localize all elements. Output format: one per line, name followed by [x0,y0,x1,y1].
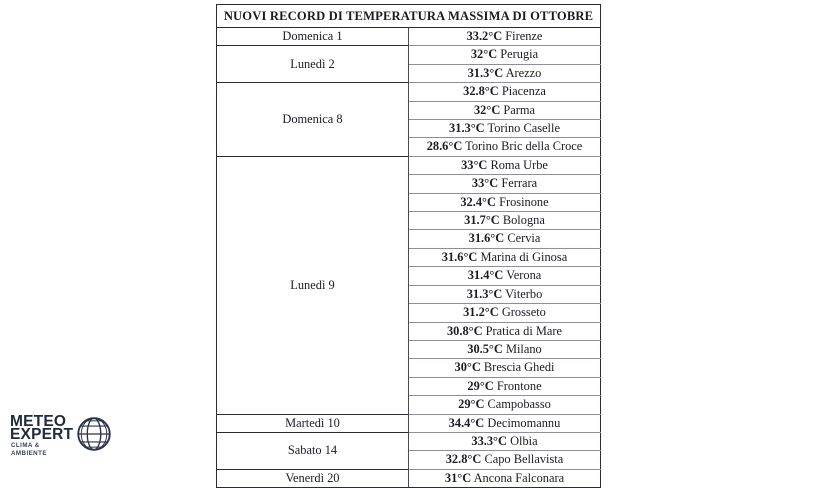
record-station: Arezzo [505,65,542,80]
day-cell [217,46,409,83]
day-label: Domenica 8 [282,112,343,127]
day-cell [217,83,409,157]
record-temperature: 29°C [467,378,494,393]
day-cell [217,414,409,432]
day-label: Sabato 14 [287,443,338,458]
record-station: Bologna [502,213,545,228]
logo-line-meteo: METEO [10,413,67,430]
record-temperature: 33.2°C [466,29,503,43]
record-temperature: 33°C [471,176,499,191]
record-station: Milano [505,341,542,356]
record-cell [409,64,601,82]
record-cell [409,101,601,119]
record-temperature: 32°C [473,102,501,117]
table-row [217,28,601,46]
brand-logo [10,412,122,456]
record-station: Piacenza [501,84,546,99]
record-temperature: 31°C [444,470,472,485]
record-temperature: 31.7°C [464,213,500,228]
table-row [217,469,601,487]
record-temperature: 33.3°C [471,433,507,448]
table-body [217,28,601,488]
record-station: Cervia [507,231,541,246]
table-row [217,46,601,64]
record-temperature: 33°C [461,157,488,172]
record-temperature: 32°C [470,47,498,62]
record-temperature: 29°C [458,397,485,412]
record-cell [409,28,601,46]
day-cell [217,28,409,46]
record-cell [409,46,601,64]
record-temperature: 32.8°C [463,84,499,99]
record-cell [409,322,601,340]
record-cell [409,414,601,432]
record-station: Frosinone [499,194,549,209]
record-station: Perugia [500,47,539,62]
record-cell [409,83,601,101]
record-station: Viterbo [505,286,543,301]
record-temperature: 30°C [454,360,481,375]
record-cell [409,248,601,266]
day-label: Martedì 10 [285,415,340,430]
record-station: Grosseto [501,305,546,320]
logo-tagline: CLIMA & AMBIENTE [11,442,47,457]
record-station: Verona [506,268,542,283]
record-cell [409,156,601,174]
record-cell [409,193,601,211]
record-cell [409,212,601,230]
record-temperature: 32.8°C [445,452,482,467]
record-temperature: 31.3°C [466,286,503,301]
record-cell [409,138,601,156]
record-temperature: 31.2°C [463,305,499,320]
record-cell [409,340,601,358]
record-cell [409,359,601,377]
record-station: Torino Bric della Croce [465,139,583,154]
record-cell [409,120,601,138]
table-row [217,156,601,174]
day-label: Domenica 1 [282,29,343,44]
table-row [217,432,601,450]
record-temperature: 30.5°C [467,341,503,356]
record-station: Campobasso [487,397,551,412]
record-cell [409,396,601,414]
record-station: Pratica di Mare [485,323,563,338]
table-row [217,83,601,101]
record-cell [409,175,601,193]
record-temperature: 30.8°C [446,323,483,338]
day-label: Lunedì 9 [290,277,335,292]
table-title: NUOVI RECORD DI TEMPERATURA MASSIMA DI OTTOBRE [217,5,601,28]
day-cell [217,469,409,487]
record-cell [409,432,601,450]
record-station: Capo Bellavista [484,452,564,467]
record-cell [409,451,601,469]
globe-icon [76,416,112,452]
record-cell [409,267,601,285]
record-temperature: 31.3°C [467,65,504,80]
record-cell [409,469,601,487]
record-station: Decimomannu [487,415,561,430]
day-label: Lunedì 2 [290,56,335,71]
record-temperature: 31.6°C [468,231,505,246]
day-cell [217,432,409,469]
temperature-records-table [216,4,601,488]
logo-line-expert: EXPERT [10,426,74,443]
record-temperature: 34.4°C [448,415,485,430]
record-cell [409,285,601,303]
record-station: Frontone [496,378,542,393]
record-temperature: 31.4°C [467,268,504,283]
table-head [217,5,601,28]
record-cell [409,230,601,248]
record-cell [409,304,601,322]
record-station: Firenze [505,29,543,43]
record-temperature: 32.4°C [460,194,496,209]
record-station: Marina di Ginosa [480,249,568,264]
table-title-row [217,5,601,28]
record-station: Olbia [510,433,538,448]
day-cell [217,156,409,414]
record-temperature: 28.6°C [426,139,463,154]
record-station: Brescia Ghedi [483,360,555,375]
record-station: Ancona Falconara [473,470,565,485]
record-temperature: 31.3°C [449,121,485,136]
table-row [217,414,601,432]
day-label: Venerdì 20 [285,470,340,485]
record-station: Parma [503,102,536,117]
record-station: Torino Caselle [487,121,560,136]
record-station: Roma Urbe [490,157,548,172]
record-station: Ferrara [501,176,538,191]
record-cell [409,377,601,395]
record-temperature: 31.6°C [441,249,478,264]
